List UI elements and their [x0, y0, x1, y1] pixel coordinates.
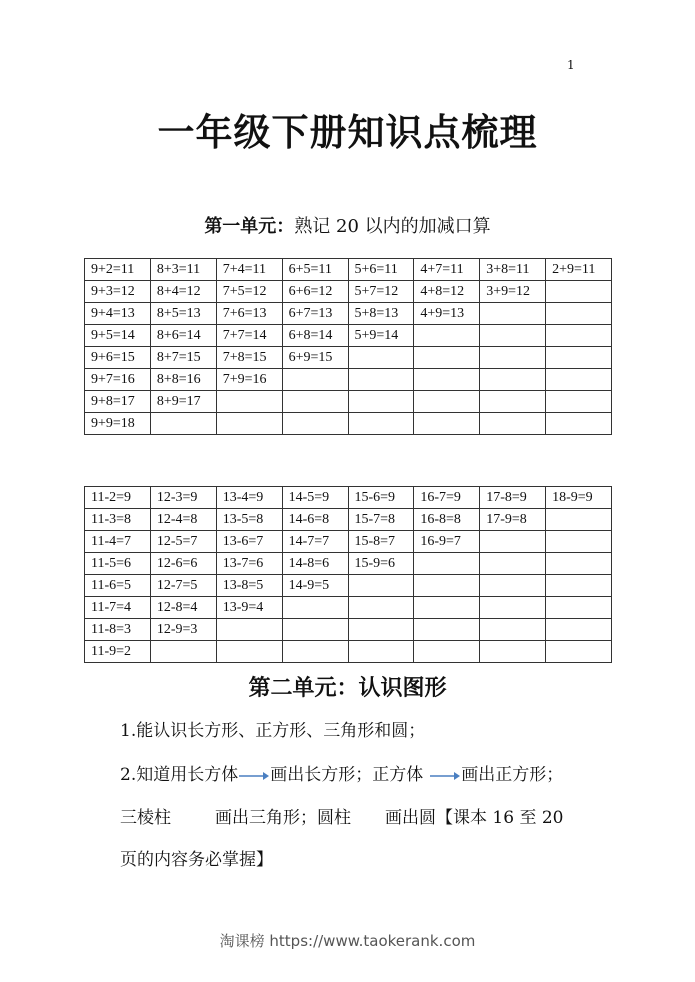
- table-cell: [480, 575, 546, 597]
- footer-watermark: 淘课榜 https://www.taokerank.com: [219, 932, 476, 950]
- table-cell: 6+6=12: [282, 281, 348, 303]
- table-cell: 9+2=11: [85, 259, 151, 281]
- unit2-item1: 1.能认识长方形、正方形、三角形和圆；: [120, 721, 426, 741]
- table-cell: [546, 369, 612, 391]
- item3-part-b: 画出三角形；圆柱: [215, 808, 351, 828]
- table-row: [85, 509, 612, 531]
- table-cell: [216, 413, 282, 435]
- table-cell: 8+8=16: [150, 369, 216, 391]
- table-cell: 13-6=7: [216, 531, 282, 553]
- table-row: [85, 575, 612, 597]
- table-cell: 9+6=15: [85, 347, 151, 369]
- arrow-right-icon: [429, 771, 461, 781]
- table-cell: 11-5=6: [85, 553, 151, 575]
- table-cell: 4+9=13: [414, 303, 480, 325]
- table-cell: 15-6=9: [348, 487, 414, 509]
- unit2-item2: [120, 760, 563, 785]
- subtraction-table: [84, 486, 612, 663]
- table-cell: 7+6=13: [216, 303, 282, 325]
- table-cell: 17-9=8: [480, 509, 546, 531]
- table-cell: 7+9=16: [216, 369, 282, 391]
- table-cell: 7+4=11: [216, 259, 282, 281]
- table-cell: 17-8=9: [480, 487, 546, 509]
- table-cell: 9+8=17: [85, 391, 151, 413]
- table-cell: 13-4=9: [216, 487, 282, 509]
- table-cell: 8+7=15: [150, 347, 216, 369]
- table-cell: 12-3=9: [150, 487, 216, 509]
- table-cell: 12-8=4: [150, 597, 216, 619]
- table-cell: [480, 619, 546, 641]
- table-cell: [150, 413, 216, 435]
- table-cell: 16-7=9: [414, 487, 480, 509]
- unit1-heading: [0, 212, 695, 238]
- unit2-item4: 页的内容务必掌握】: [120, 850, 273, 870]
- table-row: [85, 369, 612, 391]
- table-cell: 15-7=8: [348, 509, 414, 531]
- table-cell: [348, 347, 414, 369]
- table-cell: 9+4=13: [85, 303, 151, 325]
- table-row: [85, 303, 612, 325]
- table-cell: 13-7=6: [216, 553, 282, 575]
- table-cell: 14-5=9: [282, 487, 348, 509]
- table-cell: [414, 575, 480, 597]
- table-cell: 12-6=6: [150, 553, 216, 575]
- table-cell: [216, 641, 282, 663]
- table-cell: [414, 553, 480, 575]
- table-cell: 13-5=8: [216, 509, 282, 531]
- table-cell: [282, 369, 348, 391]
- item3-part-c: 画出圆【课本 16 至 20: [385, 808, 564, 828]
- table-cell: 12-4=8: [150, 509, 216, 531]
- table-cell: 9+5=14: [85, 325, 151, 347]
- table-cell: [546, 281, 612, 303]
- table-cell: 15-8=7: [348, 531, 414, 553]
- table-cell: 9+7=16: [85, 369, 151, 391]
- table-cell: 3+9=12: [480, 281, 546, 303]
- table-cell: [348, 575, 414, 597]
- table-cell: 11-7=4: [85, 597, 151, 619]
- table-cell: 14-6=8: [282, 509, 348, 531]
- table-cell: 7+8=15: [216, 347, 282, 369]
- table-cell: 16-9=7: [414, 531, 480, 553]
- table-cell: [480, 391, 546, 413]
- table-cell: 11-6=5: [85, 575, 151, 597]
- item2-part-a: 2.知道用长方体: [120, 765, 239, 785]
- table-cell: [480, 325, 546, 347]
- item2-part-b: 画出长方形；正方体: [270, 765, 424, 785]
- table-cell: [546, 413, 612, 435]
- table-cell: 8+4=12: [150, 281, 216, 303]
- table-cell: [480, 553, 546, 575]
- table-cell: [546, 597, 612, 619]
- table-cell: [546, 575, 612, 597]
- arrow-right-icon: [238, 771, 270, 781]
- table-cell: 6+8=14: [282, 325, 348, 347]
- table-cell: [546, 619, 612, 641]
- unit2-heading: 第二单元：认识图形: [248, 676, 447, 701]
- table-cell: 8+5=13: [150, 303, 216, 325]
- unit2-item3: [120, 803, 563, 828]
- table-cell: 7+5=12: [216, 281, 282, 303]
- item3-part-a: 三棱柱: [120, 808, 171, 828]
- table-cell: [546, 347, 612, 369]
- table-cell: 5+7=12: [348, 281, 414, 303]
- table-cell: [150, 641, 216, 663]
- unit1-label: 第一单元：: [204, 216, 295, 237]
- table-row: [85, 391, 612, 413]
- table-cell: [216, 391, 282, 413]
- table-cell: [414, 597, 480, 619]
- table-cell: [282, 413, 348, 435]
- table-row: [85, 347, 612, 369]
- table-cell: [414, 391, 480, 413]
- document-title: 一年级下册知识点梳理: [157, 111, 538, 154]
- table-cell: 2+9=11: [546, 259, 612, 281]
- table-cell: 3+8=11: [480, 259, 546, 281]
- page-number: 1: [567, 58, 575, 72]
- table-cell: 12-9=3: [150, 619, 216, 641]
- table-cell: 7+7=14: [216, 325, 282, 347]
- table-cell: [480, 369, 546, 391]
- table-cell: [414, 369, 480, 391]
- table-row: [85, 281, 612, 303]
- table-row: [85, 325, 612, 347]
- table-cell: [480, 303, 546, 325]
- table-cell: 18-9=9: [546, 487, 612, 509]
- table-cell: 9+9=18: [85, 413, 151, 435]
- table-cell: 9+3=12: [85, 281, 151, 303]
- table-row: [85, 531, 612, 553]
- table-cell: [546, 553, 612, 575]
- table-cell: 12-7=5: [150, 575, 216, 597]
- table-cell: [480, 641, 546, 663]
- table-cell: 14-8=6: [282, 553, 348, 575]
- table-cell: 8+3=11: [150, 259, 216, 281]
- table-cell: [414, 325, 480, 347]
- table-cell: [480, 413, 546, 435]
- table-row: [85, 619, 612, 641]
- table-cell: 13-8=5: [216, 575, 282, 597]
- table-cell: [282, 641, 348, 663]
- table-cell: 11-4=7: [85, 531, 151, 553]
- unit1-text: 熟记 20 以内的加减口算: [294, 216, 491, 237]
- table-cell: [414, 413, 480, 435]
- table-row: [85, 553, 612, 575]
- table-cell: 4+8=12: [414, 281, 480, 303]
- table-cell: [546, 509, 612, 531]
- table-cell: [546, 325, 612, 347]
- table-cell: 8+6=14: [150, 325, 216, 347]
- table-cell: [414, 347, 480, 369]
- table-row: [85, 597, 612, 619]
- table-cell: [282, 391, 348, 413]
- table-cell: [546, 641, 612, 663]
- table-cell: 16-8=8: [414, 509, 480, 531]
- table-cell: 5+8=13: [348, 303, 414, 325]
- table-cell: 14-7=7: [282, 531, 348, 553]
- table-cell: [348, 369, 414, 391]
- table-cell: [414, 641, 480, 663]
- table-row: [85, 487, 612, 509]
- table-cell: 6+5=11: [282, 259, 348, 281]
- table-cell: [348, 391, 414, 413]
- table-cell: 14-9=5: [282, 575, 348, 597]
- item2-part-c: 画出正方形；: [461, 765, 564, 785]
- table-cell: [348, 641, 414, 663]
- table-cell: 15-9=6: [348, 553, 414, 575]
- table-row: [85, 413, 612, 435]
- table-cell: [348, 413, 414, 435]
- table-cell: [480, 597, 546, 619]
- table-cell: 11-3=8: [85, 509, 151, 531]
- table-cell: [348, 597, 414, 619]
- table-cell: 6+7=13: [282, 303, 348, 325]
- table-cell: 5+9=14: [348, 325, 414, 347]
- table-row: [85, 641, 612, 663]
- table-cell: 13-9=4: [216, 597, 282, 619]
- table-cell: 4+7=11: [414, 259, 480, 281]
- table-cell: 11-2=9: [85, 487, 151, 509]
- table-cell: 5+6=11: [348, 259, 414, 281]
- table-cell: [414, 619, 480, 641]
- table-cell: [546, 303, 612, 325]
- table-cell: 12-5=7: [150, 531, 216, 553]
- table-cell: 11-8=3: [85, 619, 151, 641]
- table-cell: [282, 619, 348, 641]
- table-row: [85, 259, 612, 281]
- table-cell: [282, 597, 348, 619]
- table-cell: [546, 391, 612, 413]
- table-cell: [480, 347, 546, 369]
- table-cell: [546, 531, 612, 553]
- table-cell: 6+9=15: [282, 347, 348, 369]
- addition-table: [84, 258, 612, 435]
- table-cell: [348, 619, 414, 641]
- table-cell: [216, 619, 282, 641]
- table-cell: [480, 531, 546, 553]
- table-cell: 8+9=17: [150, 391, 216, 413]
- table-cell: 11-9=2: [85, 641, 151, 663]
